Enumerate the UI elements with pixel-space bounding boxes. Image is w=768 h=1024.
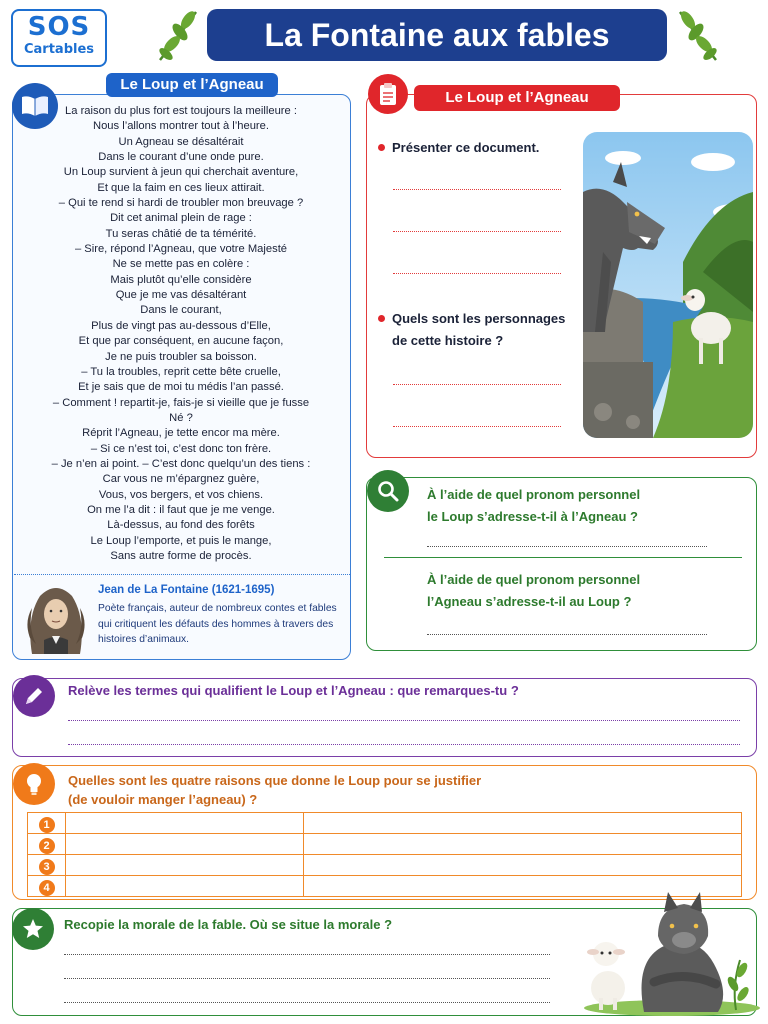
answer-line[interactable] (427, 634, 707, 635)
poem-line: La raison du plus fort est toujours la meilleure : (65, 105, 297, 117)
answer-line[interactable] (393, 426, 561, 427)
answer-line[interactable] (393, 384, 561, 385)
question-four-reasons (68, 771, 481, 809)
poem-line: – Si ce n’est toi, c’est donc ton frère. (90, 442, 272, 455)
logo-line2: Cartables (23, 42, 95, 57)
number-badge: 3 (39, 859, 55, 875)
poem-line: Un Agneau se désaltérait (118, 135, 244, 148)
number-badge: 1 (39, 817, 55, 833)
presentation-tab-label: Le Loup et l’Agneau (414, 85, 620, 111)
table-row (28, 855, 742, 876)
answer-line[interactable] (64, 954, 550, 955)
poem-line: – Je n’en ai point. – C’est donc quelqu’un des tiens : (51, 457, 311, 470)
poem-line: Nous l’allons montrer tout à l’heure. (93, 120, 269, 133)
author-name: Jean de La Fontaine (1621-1695) (98, 584, 275, 596)
number-badge: 2 (39, 838, 55, 854)
question-present-document: Présenter ce document. (392, 140, 540, 155)
poem-line: Ne se mette pas en colère : (112, 258, 250, 271)
poem-line: – Qui te rend si hardi de troubler mon breuvage ? (58, 197, 304, 210)
page-title: La Fontaine aux fables (207, 9, 667, 61)
question-four-reasons-line2: (de vouloir manger l’agneau) ? (68, 792, 258, 807)
magnifier-icon (367, 470, 409, 512)
poem-line: Réprit l’Agneau, je tette encor ma mère. (82, 427, 280, 440)
poem-line: Né ? (169, 411, 193, 424)
question-lamb-pronoun-line2: l’Agneau s’adresse-t-il au Loup ? (427, 594, 632, 609)
clipboard-icon (368, 74, 408, 114)
answer-line[interactable] (68, 720, 740, 721)
logo-line1: SOS (27, 12, 91, 42)
poem-tab-label: Le Loup et l’Agneau (106, 73, 278, 97)
poem-line: – Comment ! repartit-je, fais-je si vieille que je fusse (52, 396, 310, 409)
poem-line: Plus de vingt pas au-dessous d’Elle, (91, 319, 271, 332)
table-row (28, 834, 742, 855)
poem-line: On me l’a dit : il faut que je me venge. (87, 503, 275, 516)
poem-line: – Sire, répond l’Agneau, que votre Majesté (74, 243, 288, 256)
star-icon (12, 908, 54, 950)
poem-line: Et je sais que de moi tu médis l’an passé. (78, 381, 284, 394)
bullet-icon (378, 315, 385, 322)
poem-line: Mais plutôt qu’elle considère (110, 273, 252, 286)
answer-line[interactable] (393, 231, 561, 232)
poem-line: Vous, vos bergers, et vos chiens. (98, 488, 264, 501)
answer-line[interactable] (64, 1002, 550, 1003)
table-row (28, 813, 742, 834)
question-wolf-pronoun-line2: le Loup s’adresse-t-il à l’Agneau ? (427, 509, 638, 524)
table-cell[interactable] (304, 813, 742, 834)
poem-line: Le Loup l’emporte, et puis le mange, (90, 534, 272, 547)
question-wolf-pronoun-line1: À l’aide de quel pronom personnel (427, 487, 641, 502)
sos-cartables-logo (11, 9, 107, 67)
poem-line: Et que la faim en ces lieux attirait. (97, 181, 265, 194)
poem-divider (14, 574, 350, 575)
poem-line: Dans le courant, (140, 304, 222, 317)
poem-text (30, 104, 332, 564)
question-moral: Recopie la morale de la fable. Où se situe la morale ? (64, 917, 393, 932)
table-cell[interactable] (66, 834, 304, 855)
leaf-branch-right-icon (672, 6, 724, 64)
table-cell[interactable] (304, 855, 742, 876)
poem-line: Tu seras châtié de ta témérité. (105, 227, 257, 240)
author-bio: Poète français, auteur de nombreux contes et fables qui critiquent les défauts des hommes à travers des histoires d’animaux. (98, 603, 337, 645)
section-divider (384, 557, 742, 558)
table-cell[interactable] (66, 876, 304, 897)
question-qualifying-terms: Relève les termes qui qualifient le Loup et l’Agneau : que remarques-tu ? (68, 683, 519, 698)
wolf-and-lamb-sitting-illustration (572, 890, 760, 1016)
question-four-reasons-line1: Quelles sont les quatre raisons que donne le Loup pour se justifier (68, 773, 482, 788)
table-cell[interactable] (304, 834, 742, 855)
reasons-table (27, 812, 742, 897)
poem-line: Dit cet animal plein de rage : (110, 212, 252, 225)
question-characters-line2: de cette histoire ? (392, 333, 504, 348)
table-cell[interactable] (66, 813, 304, 834)
answer-line[interactable] (393, 273, 561, 274)
poem-line: Dans le courant d’une onde pure. (98, 151, 264, 164)
poem-line: Que je me vas désaltérant (115, 289, 247, 302)
poem-line: Je ne puis troubler sa boisson. (105, 350, 257, 363)
bullet-icon (378, 144, 385, 151)
poem-line: – Tu la troubles, reprit cette bête cruelle, (81, 365, 281, 378)
number-badge: 4 (39, 880, 55, 896)
wolf-and-lamb-illustration (583, 132, 753, 438)
lightbulb-icon (13, 763, 55, 805)
question-characters-line1: Quels sont les personnages (392, 311, 566, 326)
la-fontaine-portrait (22, 578, 90, 654)
poem-line: Sans autre forme de procès. (110, 549, 252, 562)
poem-line: Un Loup survient à jeun qui cherchait aventure, (63, 166, 299, 179)
answer-line[interactable] (393, 189, 561, 190)
table-cell[interactable] (66, 855, 304, 876)
poem-line: Et que par conséquent, en aucune façon, (78, 335, 284, 348)
answer-line[interactable] (427, 546, 707, 547)
answer-line[interactable] (64, 978, 550, 979)
poem-line: Car vous ne m’épargnez guère, (102, 473, 260, 486)
answer-line[interactable] (68, 744, 740, 745)
poem-line: Là-dessus, au fond des forêts (107, 519, 255, 532)
pencil-icon (13, 675, 55, 717)
question-lamb-pronoun-line1: À l’aide de quel pronom personnel (427, 572, 641, 587)
leaf-branch-left-icon (152, 6, 204, 64)
